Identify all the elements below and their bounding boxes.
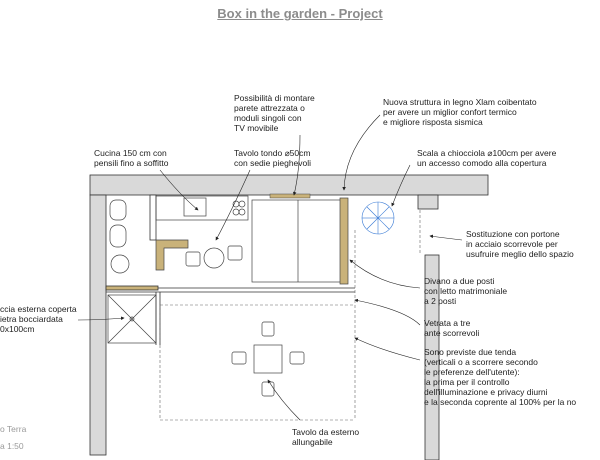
outdoor-table: [232, 322, 304, 396]
annotation-cucina: Cucina 150 cm con pensili fino a soffitto: [94, 148, 169, 168]
partitions: [106, 195, 355, 345]
round-table: [186, 246, 242, 268]
tv-wall: [270, 194, 310, 198]
floor-label: o Terra: [0, 424, 27, 434]
sofa-bed: [252, 198, 348, 284]
kitchen: [156, 196, 248, 270]
spiral-staircase: [362, 202, 394, 234]
annotation-struttura: Nuova struttura in legno Xlam coibentato per avere un miglior confort termico e migliore risposta sismica: [383, 97, 537, 127]
annotation-tende: Sono previste due tenda (verticali o a scorrere secondo le preferenze dell'utente): la prima per il controllo dell'illuminazione e privacy diurni e la seconda coprente al 100% per la no: [424, 347, 577, 407]
bathroom-fixtures: [108, 200, 156, 343]
glazing: [160, 210, 420, 420]
annotation-scala: Scala a chiocciola ⌀100cm per avere un accesso comodo alla copertura: [417, 148, 557, 168]
annotation-divano: Divano a due posti con letto matrimoniale a 2 posti: [424, 276, 508, 306]
annotation-vetrata: Vetrata a tre ante scorrevoli: [424, 318, 480, 338]
scale-label: a 1:50: [0, 441, 24, 451]
annotation-tavolo-tondo: Tavolo tondo ⌀50cm con sedie pieghevoli: [234, 148, 312, 168]
annotation-doccia: ccia esterna coperta ietra bocciardata 0x100cm: [0, 304, 77, 334]
drawing-title: Box in the garden - Project: [217, 6, 383, 21]
annotation-parete: Possibilità di montare parete attrezzata o moduli singoli con TV movibile: [234, 93, 315, 133]
annotation-tavolo-esterno: Tavolo da esterno allungabile: [292, 427, 360, 447]
annotation-portone: Sostituzione con portone in acciaio scorrevole per usufruire meglio dello spazio: [466, 229, 574, 259]
